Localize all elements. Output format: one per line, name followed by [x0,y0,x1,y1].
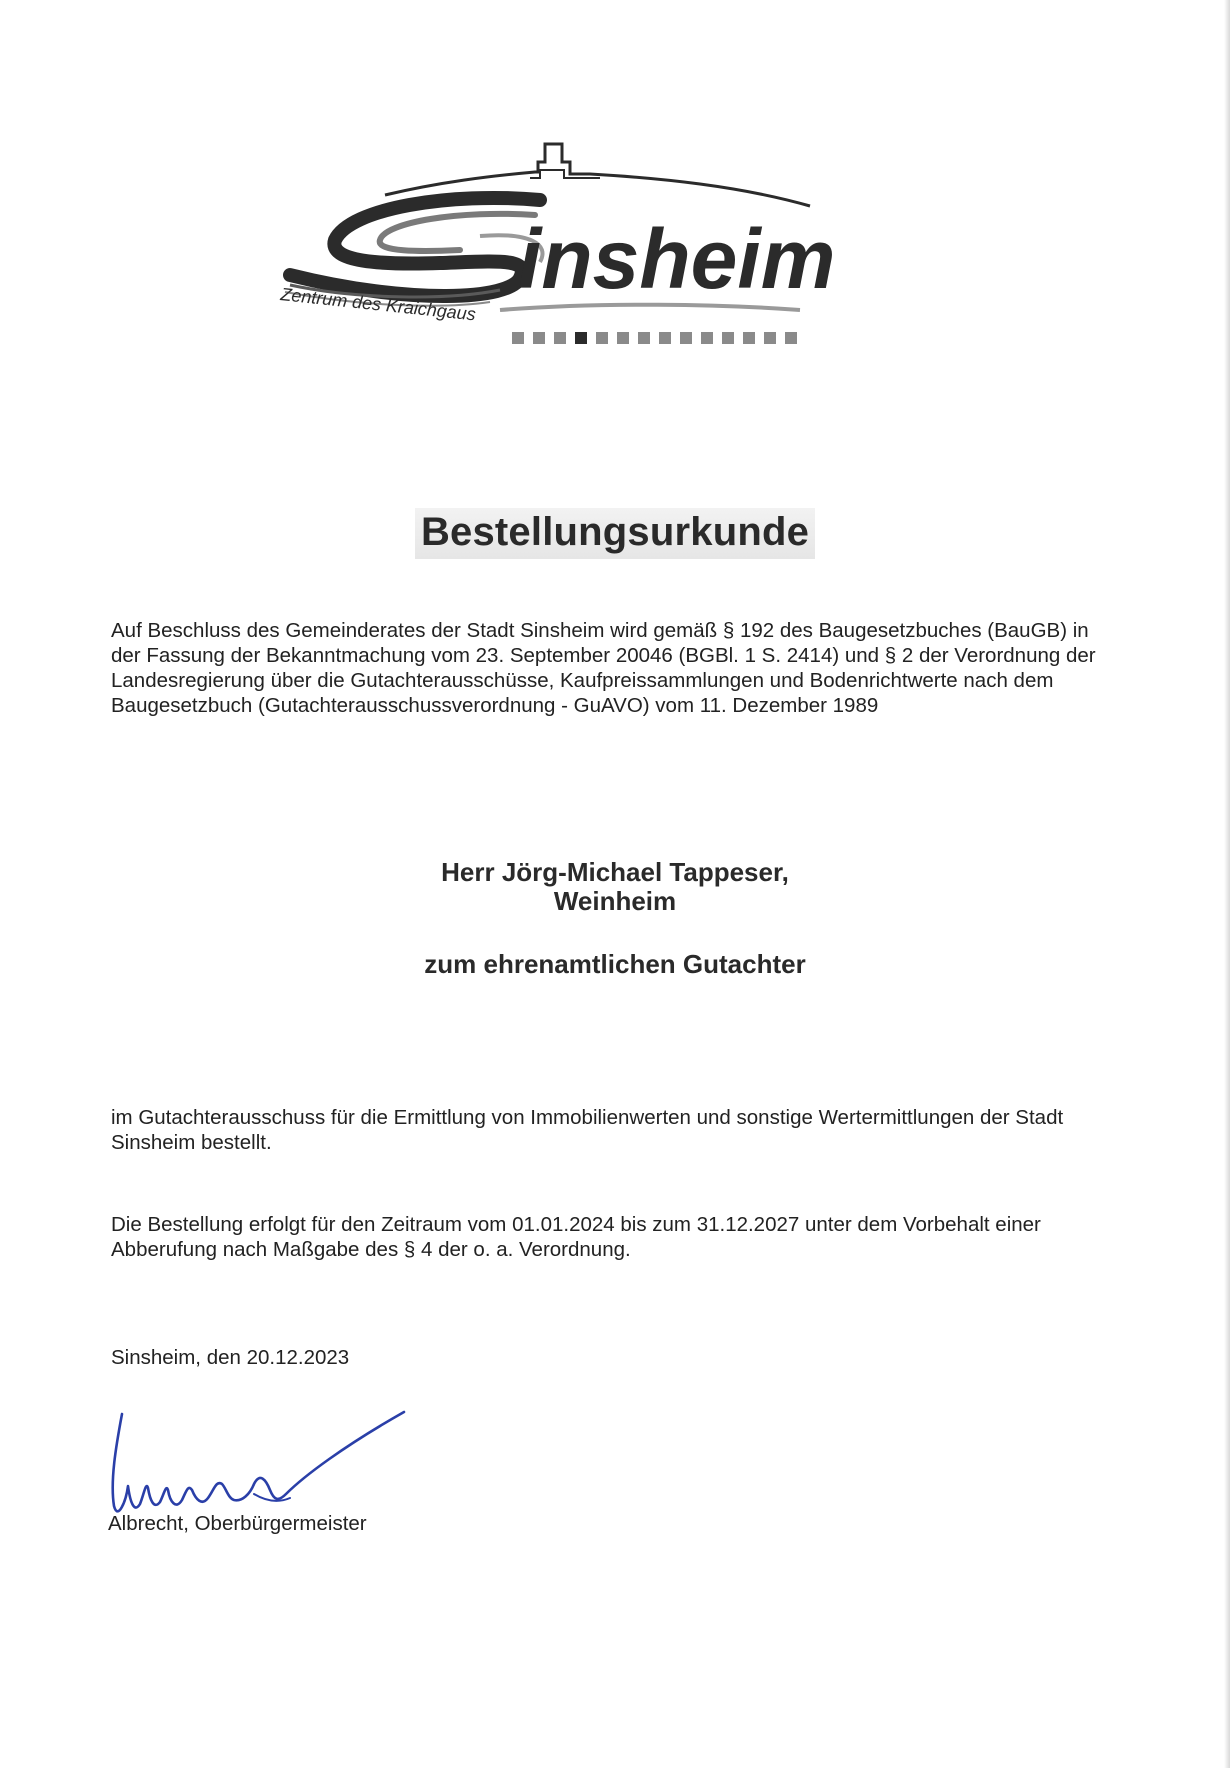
logo-wordmark: insheim [518,212,836,306]
logo-graphic [279,140,940,410]
appointee-role: zum ehrenamtlichen Gutachter [424,949,806,979]
place-date: Sinsheim, den 20.12.2023 [111,1346,350,1369]
appointee-city: Weinheim [553,886,677,916]
handwritten-signature [104,1406,444,1526]
intro-paragraph: Auf Beschluss des Gemeinderates der Stadt Sinsheim wird gemäß § 192 des Baugesetzbuches (BauGB) in der Fassung der Bekanntmachung vom 23. September 20046 (BGBl. 1 S. 2414) und § 2 der Verordnung der Landesregierung über die Gutachterausschüsse, Kaufpreissammlungen und Bodenrichtwerte nach dem Baugesetzbuch (Gutachterausschussverordnung - GuAVO) vom 11. Dezember 1989 [111,619,1096,717]
committee-paragraph: im Gutachterausschuss für die Ermittlung von Immobilienwerten und sonstige Wertermittlungen der Stadt Sinsheim bestellt. [111,1106,1064,1154]
signer-name: Albrecht, Oberbürgermeister [108,1512,367,1535]
sinsheim-logo [279,140,940,410]
signature-graphic [104,1406,444,1526]
title-wrapper [0,508,1230,559]
logo-tagline: Zentrum des Kraichgaus [279,284,477,325]
document-title: Bestellungsurkunde [415,508,815,559]
logo-square-strip [512,332,797,344]
period-paragraph: Die Bestellung erfolgt für den Zeitraum vom 01.01.2024 bis zum 31.12.2027 unter dem Vorbehalt einer Abberufung nach Maßgabe des § 4 der o. a. Verordnung. [111,1213,1041,1261]
appointee-name: Herr Jörg-Michael Tappeser, [441,857,789,887]
